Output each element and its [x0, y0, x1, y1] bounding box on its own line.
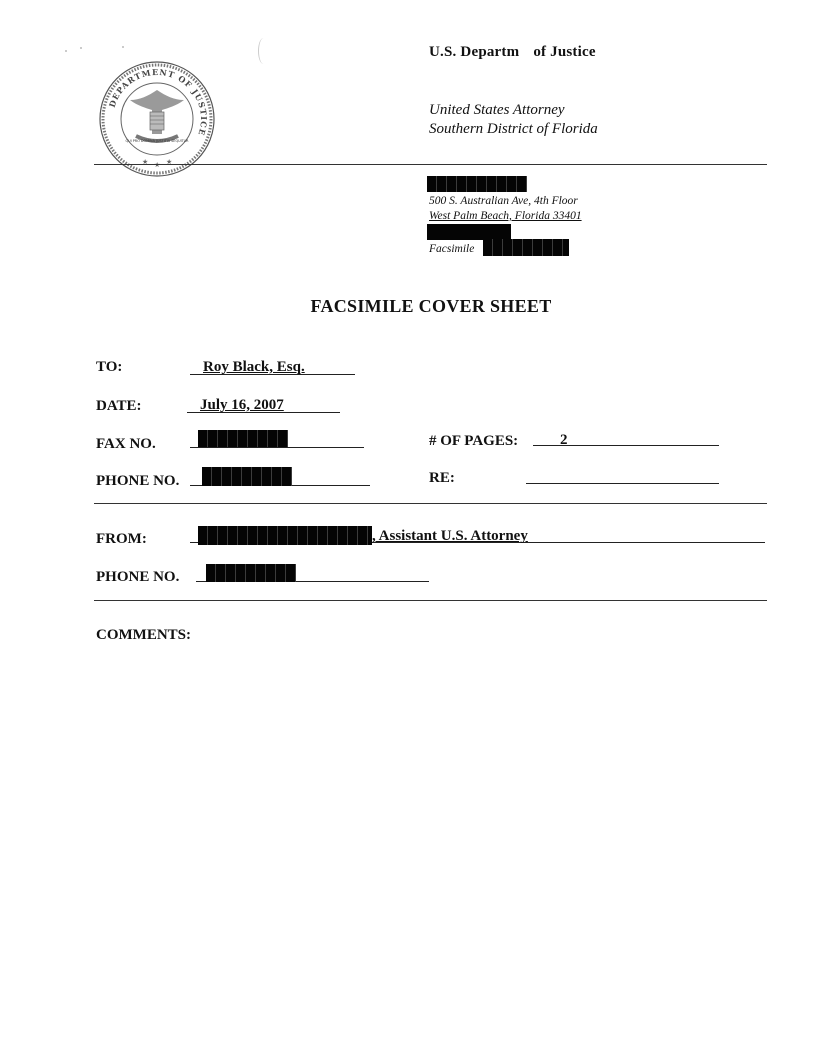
from-label: FROM: [96, 531, 147, 547]
redacted-phone-number [202, 467, 292, 486]
page-title: FACSIMILE COVER SHEET [310, 296, 552, 316]
office-line1: United States Attorney [429, 102, 565, 118]
to-label: TO: [96, 359, 123, 375]
scan-artifact [258, 38, 269, 64]
seal-ring-text: DEPARTMENT OF JUSTICE [106, 66, 210, 138]
pages-value: 2 [560, 432, 568, 448]
comments-label: COMMENTS: [96, 627, 191, 643]
redacted-phone [427, 224, 511, 240]
fax-line [190, 447, 364, 448]
from-phone-label: PHONE NO. [96, 569, 180, 585]
pages-label: # OF PAGES: [429, 433, 519, 449]
redacted-from-name [198, 526, 372, 545]
address-street: 500 S. Australian Ave, 4th Floor [429, 195, 578, 207]
agency-title-part1: U.S. Departm [429, 44, 520, 60]
comments-divider [94, 600, 767, 601]
redacted-fax-number [198, 430, 288, 447]
agency-title [429, 44, 596, 61]
from-title: , Assistant U.S. Attorney [372, 528, 528, 544]
redacted-facsimile [483, 239, 569, 256]
svg-text:★: ★ [166, 158, 173, 166]
re-line [526, 483, 719, 484]
agency-title-part2: of Justice [533, 44, 596, 60]
re-label: RE: [429, 470, 455, 486]
office-block [429, 101, 598, 139]
date-value: July 16, 2007 [200, 397, 284, 413]
fax-label: FAX NO. [96, 436, 156, 452]
scan-speck [80, 47, 82, 49]
header-divider [94, 164, 767, 165]
facsimile-label: Facsimile [429, 243, 475, 255]
seal-motto: QUI PRO DOMINA JUSTITIA SEQUITUR [125, 139, 189, 143]
office-line2: Southern District of Florida [429, 121, 598, 137]
scan-speck [122, 46, 124, 48]
svg-text:★: ★ [142, 158, 149, 166]
to-value: Roy Black, Esq. [203, 359, 305, 375]
redacted-name [427, 176, 527, 192]
section-divider [94, 503, 767, 504]
svg-text:★: ★ [154, 161, 161, 169]
phone-label: PHONE NO. [96, 473, 180, 489]
doj-seal [98, 60, 216, 178]
scan-speck [65, 50, 67, 52]
address-city: West Palm Beach, Florida 33401 [429, 210, 582, 222]
date-label: DATE: [96, 398, 142, 414]
redacted-from-phone [206, 564, 296, 582]
